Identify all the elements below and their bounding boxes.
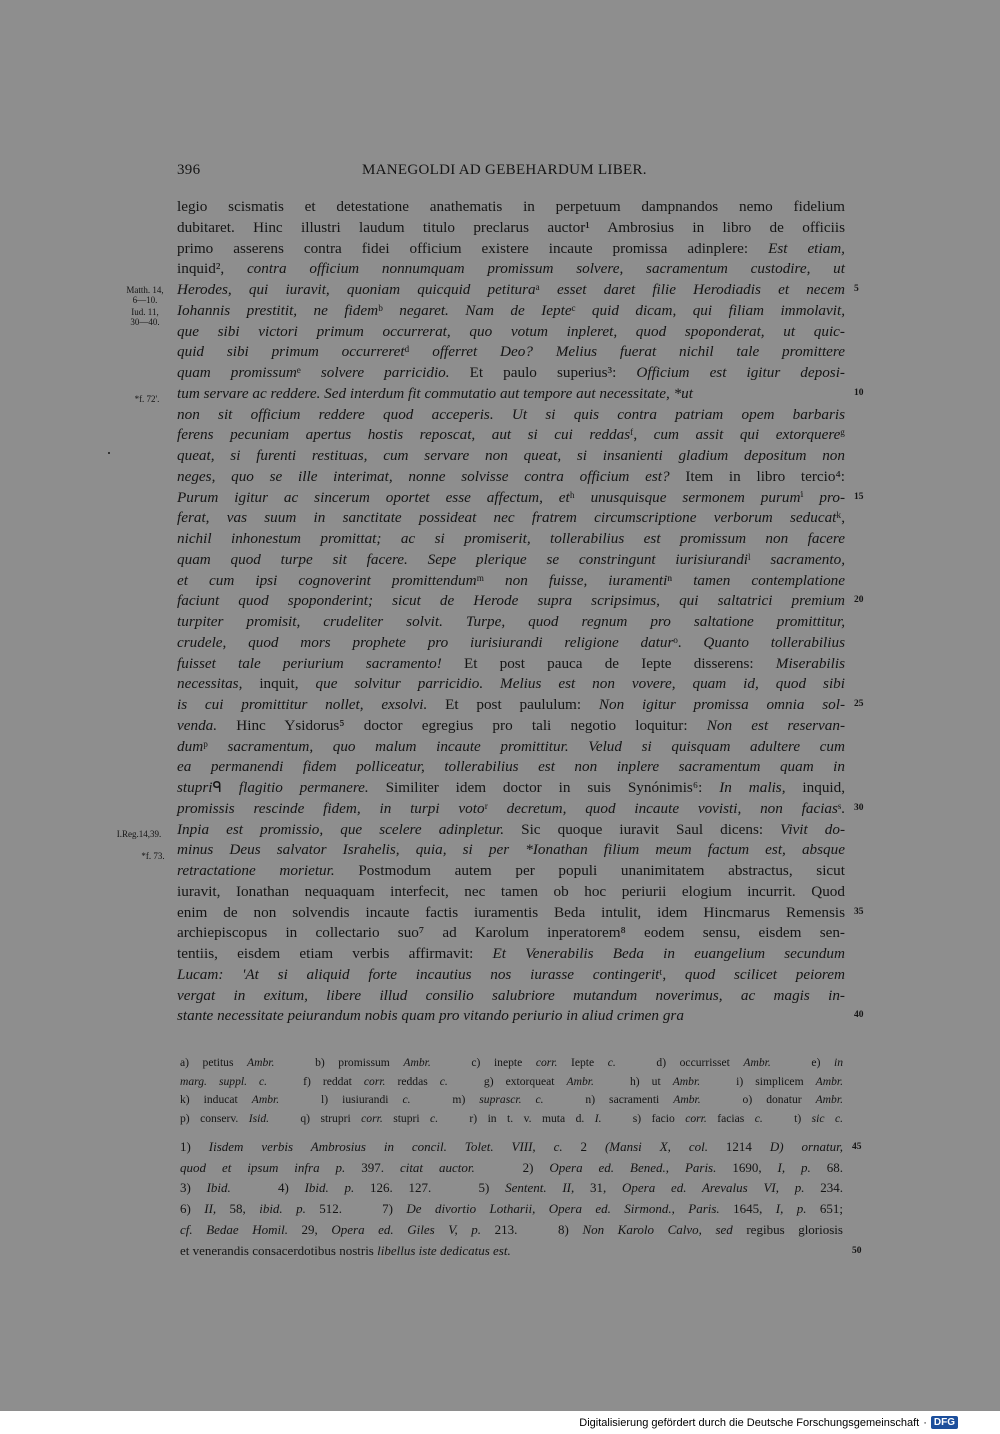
apparatus-line: marg. suppl. c. f) reddat corr. reddas c. g) extorqueat Ambr. h) ut Ambr. i) simplicem Ambr. <box>180 1074 843 1088</box>
dfg-logo: DFG <box>931 1416 958 1429</box>
body-line: Herodes, qui iuravit, quoniam quicquid petituraᵃ esset daret filie Herodiadis et necem <box>177 281 845 298</box>
body-line: turpiter promisit, crudeliter solvit. Turpe, quod regnum pro saltatione promittitur, <box>177 613 845 630</box>
body-line: necessitas, inquit, que solvitur parricidio. Melius est non vovere, quam id, quod sibi <box>177 675 845 693</box>
body-line: quam quod turpe sit facere. Sepe plerique se constringunt iurisiurandiˡ sacramento, <box>177 550 845 568</box>
margin-note: Iud. 11, 30—40. <box>130 307 160 327</box>
apparatus-line: k) inducat Ambr. l) iusiurandi c. m) suprascr. c. n) sacramenti Ambr. o) donatur Ambr. <box>180 1093 843 1106</box>
running-head: MANEGOLDI AD GEBEHARDUM LIBER. <box>362 162 647 178</box>
body-line: dubitaret. Hinc illustri laudum titulo preclarus auctor¹ Ambrosius in libro de officiis <box>177 218 845 236</box>
body-line: fuisset tale periurium sacramento! Et post pauca de Iepte disserens: Miserabilis <box>177 654 845 672</box>
footer: Digitalisierung gefördert durch die Deutsche Forschungsgemeinschaft · DFG <box>579 1416 958 1429</box>
body-line: nichil inhonestum promittat; ac si promiserit, tollerabilius est promissum non facere <box>177 530 845 547</box>
footer-credit: Digitalisierung gefördert durch die Deutsche Forschungsgemeinschaft <box>579 1416 920 1429</box>
body-line: dumᵖ sacramentum, quo malum incaute promittitur. Velud si quisquam adultere cum <box>177 737 845 755</box>
body-line: vergat in exitum, libere illud consilio salubriore mutandum noverimus, ac magis in- <box>177 986 845 1004</box>
body-line: que sibi victori primum occurrerat, quo votum inpleret, quod spoponderat, ut quic- <box>177 322 845 340</box>
body-line: archiepiscopus in collectario suo⁷ ad Karolum inperatorem⁸ eodem sensu, eisdem sen- <box>177 924 845 942</box>
body-line: stupriᑫ flagitio permanere. Similiter idem doctor in suis Synónimis⁶: In malis, inquid, <box>177 779 846 796</box>
body-line: neges, quo se ille interimat, nonne solvisse contra officium est? Item in libro tercio⁴: <box>177 467 845 485</box>
line-number: 40 <box>854 1010 864 1021</box>
apparatus-line: p) conserv. Isid. q) strupri corr. stupri c. r) in t. v. muta d. I. s) facio corr. facias c. t) sic c. <box>180 1111 843 1125</box>
line-number: 20 <box>854 595 864 606</box>
line-number: 15 <box>854 491 864 502</box>
body-line: inquid², contra officium nonnumquam promissum solvere, sacramentum custodire, ut <box>177 260 845 278</box>
body-line: quid sibi primum occurreretᵈ offerret Deo? Melius fuerat nichil tale promittere <box>177 343 846 361</box>
page-number: 396 <box>177 162 201 178</box>
source-note-line: et venerandis consacerdotibus nostris libellus iste dedicatus est. <box>180 1242 511 1258</box>
line-number: 5 <box>854 284 859 294</box>
line-number: 25 <box>854 699 864 709</box>
body-line: legio scismatis et detestatione anathematis in perpetuum dampnandos nemo fidelium <box>177 198 845 215</box>
body-line: is cui promittitur nollet, exsolvi. Et post paululum: Non igitur promissa omnia sol- <box>177 696 845 713</box>
body-line: ferat, vas suum in sanctitate possideat nec fratrem circumscriptione verborum seducatᵏ, <box>177 509 845 527</box>
line-number: 45 <box>852 1142 862 1152</box>
apparatus-line: a) petitus Ambr. b) promissum Ambr. c) inepte corr. Iepte c. d) occurrisset Ambr. e) in <box>180 1056 844 1069</box>
body-line: et cum ipsi cognoverint promittendumᵐ non fuisse, iuramentiⁿ tamen contemplatione <box>177 571 845 589</box>
body-line: tum servare ac reddere. Sed interdum fit commutatio aut tempore aut necessitate, *ut <box>177 384 693 402</box>
source-note-line: 1) Iisdem verbis Ambrosius in concil. Tolet. VIII, c. 2 (Mansi X, col. 1214 D) ornatur, <box>180 1139 843 1154</box>
line-number: 30 <box>854 802 864 813</box>
body-line: non sit officium reddere quod acceperis. Ut si quis contra patriam opem barbaris <box>177 405 845 423</box>
margin-note: *f. 73. <box>141 851 165 861</box>
margin-note: *f. 72'. <box>134 394 160 404</box>
line-number: 10 <box>854 387 864 398</box>
body-line: crudele, quod mors prophete pro iurisiurandi religione daturᵒ. Quanto tollerabilius <box>177 633 845 651</box>
source-note-line: quod et ipsum infra p. 397. citat auctor. 2) Opera ed. Bened., Paris. 1690, I, p. 68. <box>180 1159 844 1175</box>
body-line: Purum igitur ac sincerum oportet esse affectum, etʰ unusquisque sermonem purumⁱ pro- <box>177 488 845 506</box>
body-line: quam promissumᵉ solvere parricidio. Et paulo superius³: Officium est igitur deposi- <box>177 364 845 381</box>
margin-note: Matth. 14, 6—10. <box>126 285 164 305</box>
body-line: venda. Hinc Ysidorus⁵ doctor egregius pro tali negotio loquitur: Non est reservan- <box>177 716 845 734</box>
body-line: ferens pecuniam apertus hostis reposcat, aut si cui reddasᶠ, cum assit qui extorquereᵍ <box>177 426 845 444</box>
body-line: queat, si furenti restituas, cum servare non queat, si insanienti gladium depositum non <box>177 447 845 464</box>
scan-speck <box>108 452 110 454</box>
body-line: enim de non solvendis incaute factis iuramentis Beda intulit, idem Hincmarus Remensis <box>177 903 845 921</box>
line-number: 35 <box>854 906 864 917</box>
margin-note: I.Reg.14,39. <box>116 829 162 839</box>
body-line: iuravit, Ionathan nequaquam interfecit, nec tamen ob hoc periurii elogium incurrit. Quod <box>177 882 845 900</box>
body-line: Iohannis prestitit, ne fidemᵇ negaret. Nam de Iepteᶜ quid dicam, qui filiam immolavit, <box>177 301 845 319</box>
body-line: primo asserens contra fidei officium existere incaute promissa adinplere: Est etiam, <box>177 239 845 257</box>
body-line: stante necessitate peiurandum nobis quam pro vitando periurio in aliud crimen gra <box>177 1007 684 1025</box>
body-line: promissis rescinde fidem, in turpi votoʳ decretum, quod incaute vovisti, non faciasˢ. <box>177 799 845 817</box>
source-note-line: 3) Ibid. 4) Ibid. p. 126. 127. 5) Sentent. II, 31, Opera ed. Arevalus VI, p. 234. <box>180 1180 843 1196</box>
source-note-line: cf. Bedae Homil. 29, Opera ed. Giles V, p. 213. 8) Non Karolo Calvo, sed regibus gloriosis <box>180 1221 843 1237</box>
body-line: faciunt quod spoponderint; sicut de Herode supra scripsimus, qui saltatrici premium <box>177 592 845 610</box>
source-note-line: 6) II, 58, ibid. p. 512. 7) De divortio Lotharii, Opera ed. Sirmond., Paris. 1645, I, p. 651; <box>180 1201 843 1217</box>
body-line: Inpia est promissio, que scelere adinpletur. Sic quoque iuravit Saul dicens: Vivit do- <box>177 820 846 838</box>
body-line: retractatione morietur. Postmodum autem per populi unanimitatem abstractus, sicut <box>177 862 845 879</box>
body-line: tentiis, eisdem etiam verbis affirmavit: Et Venerabilis Beda in euangelium secundum <box>177 945 845 962</box>
line-number: 50 <box>852 1246 862 1256</box>
body-line: Lucam: 'At si aliquid forte incautius nos iurasse contingeritᵗ, quod scilicet peiorem <box>177 965 845 983</box>
body-line: ea permanendi fidem polliceatur, tollerabilius est non inplere sacramentum quam in <box>177 758 845 776</box>
body-line: minus Deus salvator Israhelis, quia, si per *Ionathan filium meum factum est, absque <box>177 841 845 859</box>
